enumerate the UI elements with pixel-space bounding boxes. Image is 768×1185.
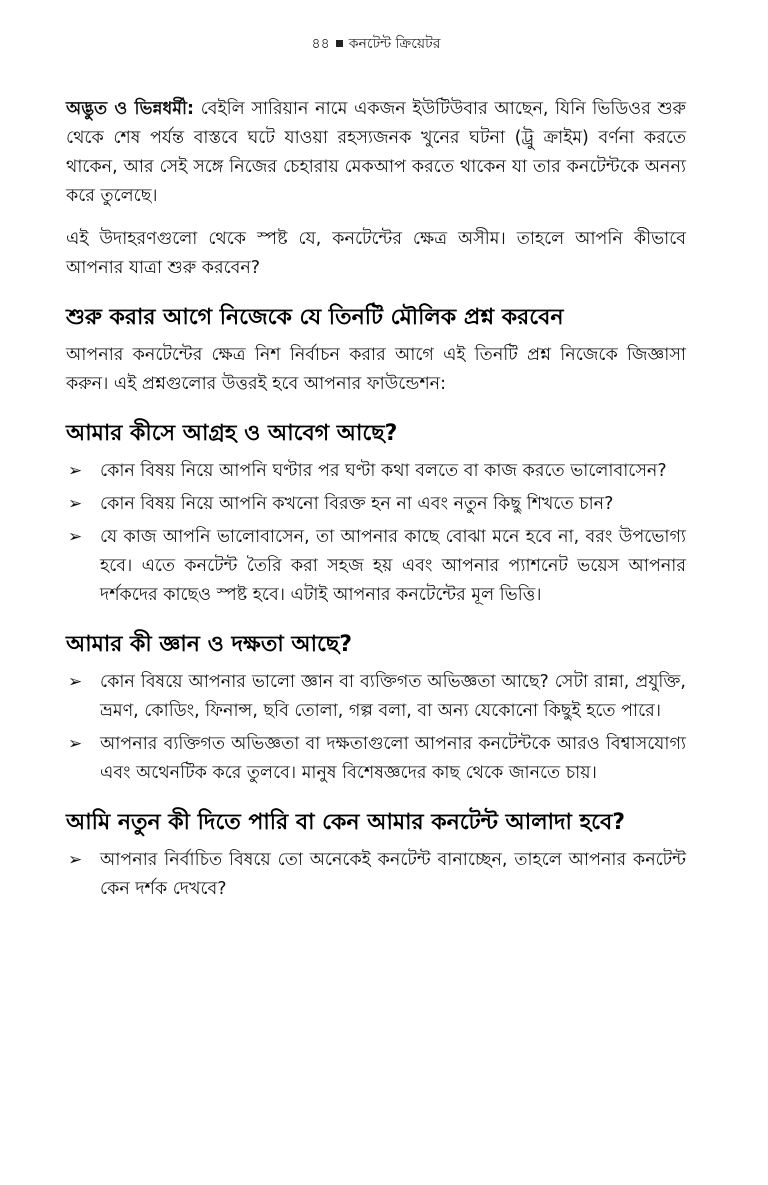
interest-list <box>66 457 686 610</box>
intro-paragraph <box>66 95 686 211</box>
unique-list <box>66 846 686 904</box>
section-heading-interest: আমার কীসে আগ্রহ ও আবেগ আছে? <box>66 421 398 446</box>
section-heading-skills: আমার কী জ্ঞান ও দক্ষতা আছে? <box>66 632 352 657</box>
arrowhead-bullet-icon: ➢ <box>68 672 83 692</box>
list-item: ➢ আপনার নির্বাচিত বিষয়ে তো অনেকেই কনটেন্ট বানাচ্ছেন, তাহলে আপনার কনটেন্ট কেন দর্শক দেখবে? <box>66 846 686 904</box>
intro-lead-text: বেইলি সারিয়ান নামে একজন ইউটিউবার আছেন, যিনি ভিডিওর শুরু থেকে শেষ পর্যন্ত বাস্তবে ঘটে যাওয়া রহস্যজনক খুনের ঘটনা (ট্রু ক্রাইম) বর্ণনা করতে থাকেন, আর সেই সঙ্গে নিজের চেহারায় মেকআপ করতে থাকেন যা তার কনটেন্টকে অনন্য করে তুলেছে। <box>66 99 686 206</box>
section-heading-unique: আমি নতুন কী দিতে পারি বা কেন আমার কনটেন্ট আলাদা হবে? <box>66 810 625 835</box>
summary-paragraph: এই উদাহরণগুলো থেকে স্পষ্ট যে, কনটেন্টের ক্ষেত্র অসীম। তাহলে আপনি কীভাবে আপনার যাত্রা শুরু করবেন? <box>66 229 686 278</box>
book-title: কনটেন্ট ক্রিয়েটর <box>348 36 441 52</box>
arrowhead-bullet-icon: ➢ <box>68 734 83 754</box>
list-item: ➢ আপনার ব্যক্তিগত অভিজ্ঞতা বা দক্ষতাগুলো আপনার কনটেন্টকে আরও বিশ্বাসযোগ্য এবং অথেনটিক করে তুলবে। মানুষ বিশেষজ্ঞদের কাছ থেকে জানতে চায়। <box>66 730 686 788</box>
arrowhead-bullet-icon: ➢ <box>68 850 83 870</box>
list-item: ➢ কোন বিষয় নিয়ে আপনি কখনো বিরক্ত হন না এবং নতুন কিছু শিখতে চান? <box>66 490 686 519</box>
page-content <box>66 95 686 914</box>
list-item: ➢ কোন বিষয়ে আপনার ভালো জ্ঞান বা ব্যক্তিগত অভিজ্ঞতা আছে? সেটা রান্না, প্রযুক্তি, ভ্রমণ, কোডিং, ফিনান্স, ছবি তোলা, গল্প বলা, বা অন্য যেকোনো কিছুই হতে পারে। <box>66 668 686 726</box>
list-item: ➢ কোন বিষয় নিয়ে আপনি ঘণ্টার পর ঘণ্টা কথা বলতে বা কাজ করতে ভালোবাসেন? <box>66 457 686 486</box>
arrowhead-bullet-icon: ➢ <box>68 527 83 547</box>
intro-lead-bold: অদ্ভুত ও ভিন্নধর্মী: <box>66 99 195 119</box>
arrowhead-bullet-icon: ➢ <box>68 494 83 514</box>
running-header <box>66 34 686 54</box>
list-item: ➢ যে কাজ আপনি ভালোবাসেন, তা আপনার কাছে বোঝা মনে হবে না, বরং উপভোগ্য হবে। এতে কনটেন্ট তৈরি করা সহজ হয় এবং আপনার প্যাশনেট ভয়েস আপনার দর্শকদের কাছেও স্পষ্ট হবে। এটাই আপনার কনটেন্টের মূল ভিত্তি। <box>66 523 686 610</box>
skills-list <box>66 668 686 788</box>
page-number: ৪৪ <box>311 36 330 52</box>
section-main-text: আপনার কনটেন্টের ক্ষেত্র নিশ নির্বাচন করার আগে এই তিনটি প্রশ্ন নিজেকে জিজ্ঞাসা করুন। এই প্রশ্নগুলোর উত্তরই হবে আপনার ফাউন্ডেশন: <box>66 345 686 394</box>
section-heading-main: শুরু করার আগে নিজেকে যে তিনটি মৌলিক প্রশ্ন করবেন <box>66 305 564 330</box>
arrowhead-bullet-icon: ➢ <box>68 461 83 481</box>
square-separator-icon <box>336 40 343 47</box>
